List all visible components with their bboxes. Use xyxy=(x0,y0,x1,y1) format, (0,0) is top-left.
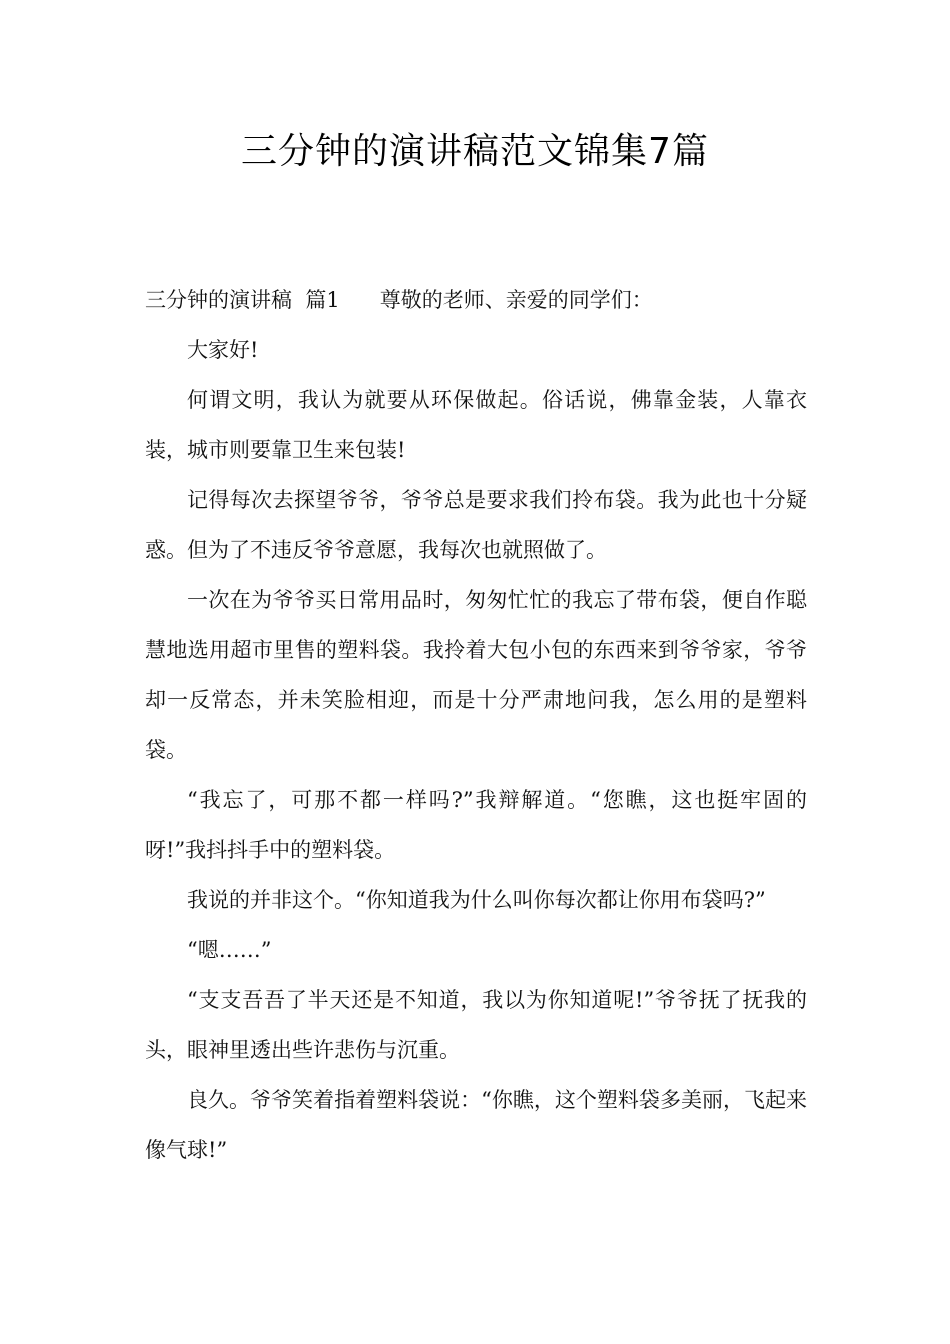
paragraph: 我说的并非这个。“你知道我为什么叫你每次都让你用布袋吗?” xyxy=(187,888,766,912)
salutation: 尊敬的老师、亲爱的同学们： xyxy=(379,288,653,312)
paragraph: 大家好! xyxy=(187,338,259,362)
paragraph: 何谓文明，我认为就要从环保做起。俗话说，佛靠金装，人靠衣装，城市则要靠卫生来包装! xyxy=(145,388,807,462)
paragraph: 记得每次去探望爷爷，爷爷总是要求我们拎布袋。我为此也十分疑惑。但为了不违反爷爷意愿，我每次也就照做了。 xyxy=(145,488,807,562)
paragraph: “我忘了，可那不都一样吗?”我辩解道。“您瞧，这也挺牢固的呀!”我抖抖手中的塑料袋。 xyxy=(145,788,807,862)
paragraph: “支支吾吾了半天还是不知道，我以为你知道呢!”爷爷抚了抚我的头，眼神里透出些许悲伤与沉重。 xyxy=(145,988,807,1062)
document-body xyxy=(145,275,807,1175)
paragraph: 良久。爷爷笑着指着塑料袋说：“你瞧，这个塑料袋多美丽，飞起来像气球!” xyxy=(145,1088,807,1162)
section-heading-line xyxy=(145,275,807,325)
document-title: 三分钟的演讲稿范文锦集7篇 xyxy=(241,131,709,172)
paragraph: 一次在为爷爷买日常用品时，匆匆忙忙的我忘了带布袋，便自作聪慧地选用超市里售的塑料袋。我拎着大包小包的东西来到爷爷家，爷爷却一反常态，并未笑脸相迎，而是十分严肃地问我，怎么用的是塑料袋。 xyxy=(145,588,807,762)
paragraph: “嗯……” xyxy=(187,938,272,962)
section-heading: 三分钟的演讲稿 篇1 xyxy=(145,288,340,312)
